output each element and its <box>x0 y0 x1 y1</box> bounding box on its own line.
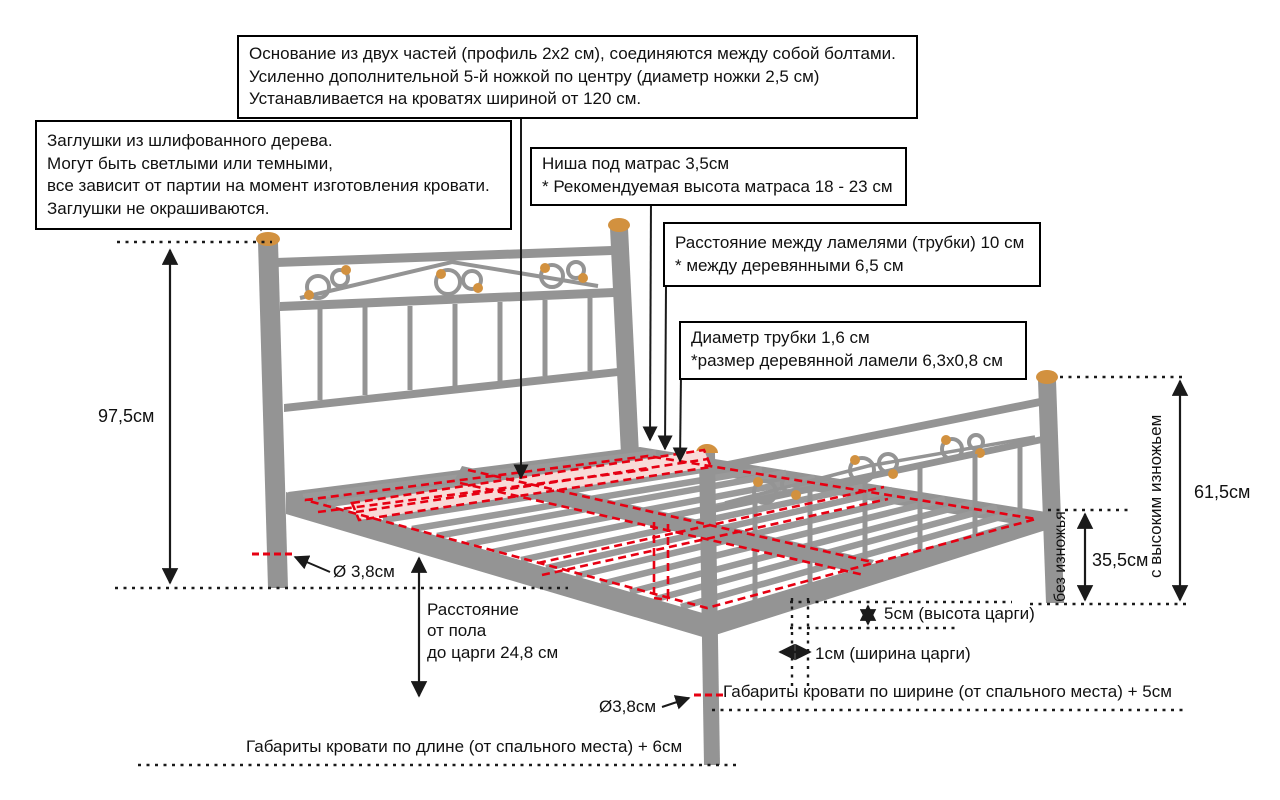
label-with-footboard: с высоким изножьем <box>1146 414 1165 578</box>
callout-tube-diameter-line: *размер деревянной ламели 6,3х0,8 см <box>691 350 1003 370</box>
callout-base-line: Основание из двух частей (профиль 2х2 см), соединяются между собой болтами. <box>249 44 896 63</box>
callout-caps-line: Заглушки из шлифованного дерева. <box>47 131 333 150</box>
label-no-footboard: без изножья <box>1052 511 1069 602</box>
callout-base <box>237 35 918 119</box>
callout-mattress-niche <box>530 147 907 206</box>
callout-lamela-spacing-line: Расстояние между ламелями (трубки) 10 см <box>675 233 1025 252</box>
label-rail-width: 1см (ширина царги) <box>815 644 971 663</box>
callout-caps-line: Заглушки не окрашиваются. <box>47 198 270 218</box>
callout-lamela-spacing <box>663 222 1041 287</box>
callout-lamela-spacing-line: * между деревянными 6,5 см <box>675 255 904 275</box>
callout-base-line: Устанавливается на кроватях шириной от 120 см. <box>249 89 642 109</box>
label-leg-diameter-foot: Ø3,8см <box>599 697 657 716</box>
callout-base-line: Усиленно дополнительной 5-й ножкой по центру (диаметр ножки 2,5 см) <box>249 66 820 86</box>
callout-tube-diameter-line: Диаметр трубки 1,6 см <box>691 328 870 347</box>
callout-mattress-niche-line: * Рекомендуемая высота матраса 18 - 23 см <box>542 176 893 196</box>
label-floor-to-rail: Расстояние от пола до царги 24,8 см <box>427 600 559 662</box>
label-length-overall: Габариты кровати по длине (от спального места) + 6см <box>246 737 683 756</box>
label-rail-height: 5см (высота царги) <box>884 604 1035 623</box>
callout-caps <box>35 120 512 230</box>
label-height-with-footboard: 61,5см <box>1194 482 1251 502</box>
callout-caps-line: все зависит от партии на момент изготовления кровати. <box>47 176 490 196</box>
callout-mattress-niche-line: Ниша под матрас 3,5см <box>542 154 730 173</box>
callout-tube-diameter <box>679 321 1027 380</box>
label-leg-diameter-head: Ø 3,8см <box>333 562 395 581</box>
callout-caps-line: Могут быть светлыми или темными, <box>47 153 333 173</box>
label-height-no-footboard: 35,5см <box>1092 550 1149 570</box>
label-width-overall: Габариты кровати по ширине (от спального места) + 5см <box>723 682 1172 701</box>
label-headboard-height: 97,5см <box>98 406 155 426</box>
